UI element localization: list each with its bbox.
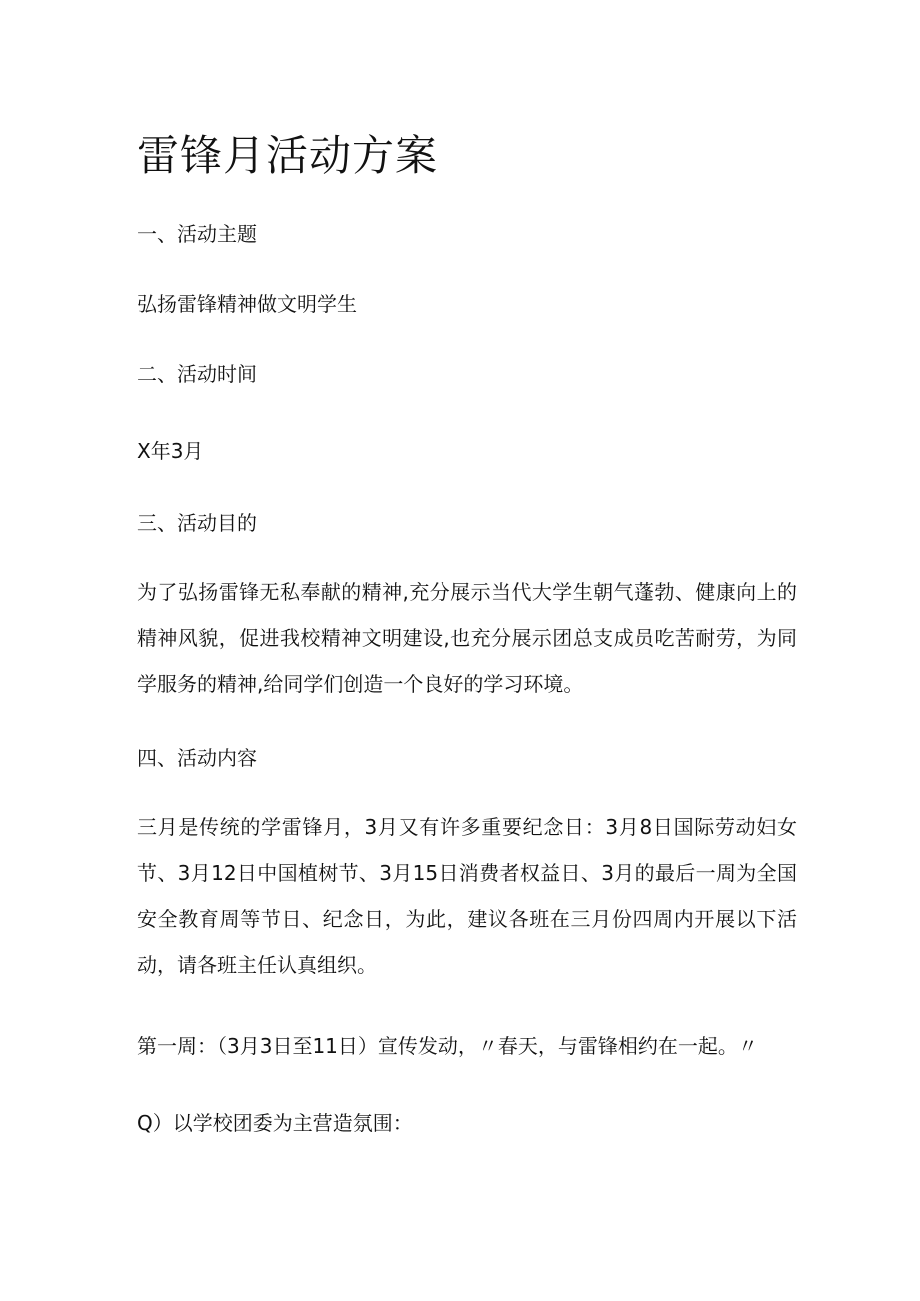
item-one-line: Q）以学校团委为主营造氛围： — [137, 1111, 413, 1135]
section-heading-time: 二、活动时间 — [137, 362, 257, 386]
document-title: 雷锋月活动方案 — [137, 131, 439, 180]
section-heading-purpose: 三、活动目的 — [137, 511, 257, 535]
section-body-theme: 弘扬雷锋精神做文明学生 — [137, 292, 357, 316]
week-one-line: 第一周：（3月3日至11日）宣传发动，〃春天，与雷锋相约在一起。〃 — [137, 1034, 758, 1058]
section-body-purpose: 为了弘扬雷锋无私奉献的精神,充分展示当代大学生朝气蓬勃、健康向上的精神风貌，促进我校精神文明建设,也充分展示团总支成员吃苦耐劳，为同学服务的精神,给同学们创造一个良好的学习环境。 — [137, 580, 797, 696]
section-heading-content: 四、活动内容 — [137, 746, 257, 770]
section-body-content: 三月是传统的学雷锋月，3月又有许多重要纪念日：3月8日国际劳动妇女节、3月12日中国植树节、3月15日消费者权益日、3月的最后一周为全国安全教育周等节日、纪念日，为此，建议各班在三月份四周内开展以下活动，请各班主任认真组织。 — [137, 815, 797, 977]
section-body-time: X年3月 — [137, 439, 204, 463]
section-heading-theme: 一、活动主题 — [137, 222, 257, 246]
